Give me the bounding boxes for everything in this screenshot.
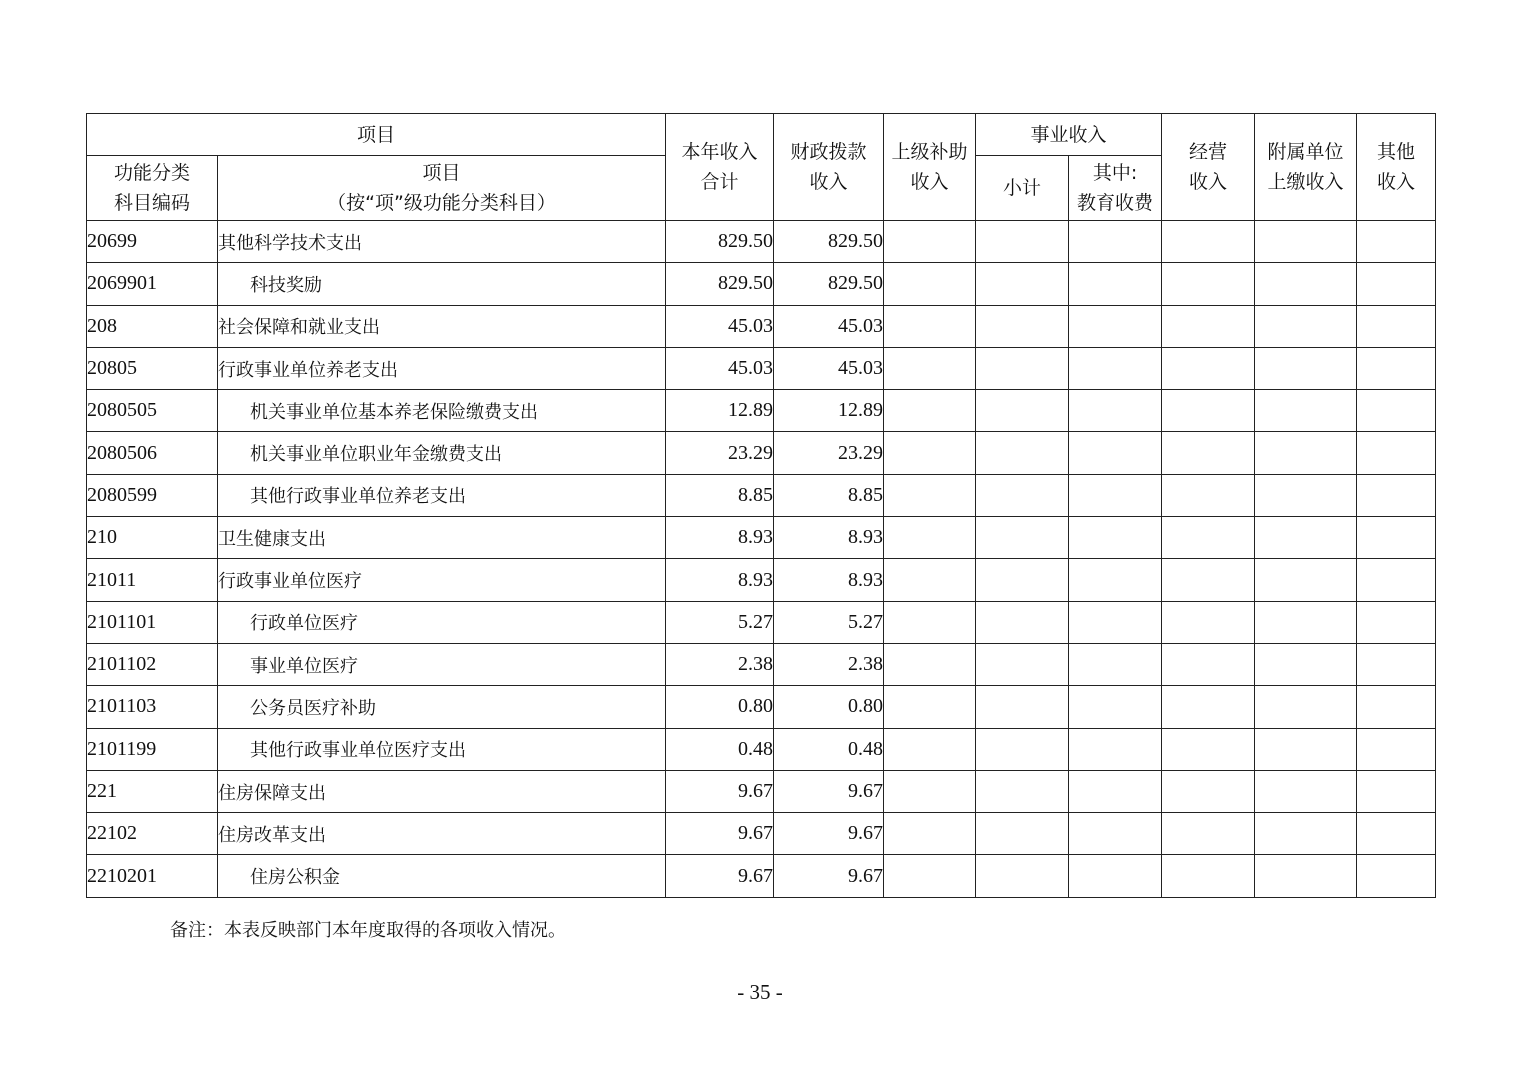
- row-affiliated-income: [1255, 643, 1357, 685]
- table-row: [87, 770, 1436, 812]
- row-total-income: 0.80: [666, 686, 774, 728]
- row-education-fees: [1069, 601, 1162, 643]
- row-business-subtotal: [976, 686, 1069, 728]
- row-code: 20805: [87, 347, 218, 389]
- row-code: 221: [87, 770, 218, 812]
- row-affiliated-income: [1255, 686, 1357, 728]
- row-item-name: 事业单位医疗: [218, 643, 666, 685]
- row-education-fees: [1069, 305, 1162, 347]
- row-subsidy-income: [884, 855, 976, 897]
- row-affiliated-income: [1255, 390, 1357, 432]
- table-row: [87, 263, 1436, 305]
- row-other-income: [1357, 474, 1436, 516]
- header-item-group: 项目: [87, 114, 666, 156]
- table-row: [87, 474, 1436, 516]
- row-other-income: [1357, 559, 1436, 601]
- row-education-fees: [1069, 263, 1162, 305]
- row-business-subtotal: [976, 559, 1069, 601]
- header-subsidy-income: [884, 114, 976, 221]
- row-business-subtotal: [976, 474, 1069, 516]
- row-code: 2080506: [87, 432, 218, 474]
- row-fiscal-income: 0.48: [774, 728, 884, 770]
- income-table: [86, 113, 1436, 898]
- row-fiscal-income: 2.38: [774, 643, 884, 685]
- row-operating-income: [1162, 686, 1255, 728]
- row-total-income: 8.93: [666, 517, 774, 559]
- table-row: [87, 643, 1436, 685]
- row-fiscal-income: 829.50: [774, 221, 884, 263]
- row-operating-income: [1162, 601, 1255, 643]
- row-other-income: [1357, 601, 1436, 643]
- row-subsidy-income: [884, 221, 976, 263]
- row-other-income: [1357, 390, 1436, 432]
- row-operating-income: [1162, 643, 1255, 685]
- row-fiscal-income: 8.93: [774, 559, 884, 601]
- header-name-line1: 项目: [422, 162, 461, 184]
- row-other-income: [1357, 813, 1436, 855]
- row-code: 210: [87, 517, 218, 559]
- row-total-income: 0.48: [666, 728, 774, 770]
- row-item-name: 住房改革支出: [218, 813, 666, 855]
- row-education-fees: [1069, 728, 1162, 770]
- header-edu-line2: 教育收费: [1077, 192, 1154, 214]
- header-education-fees: [1069, 156, 1162, 221]
- row-affiliated-income: [1255, 305, 1357, 347]
- row-subsidy-income: [884, 686, 976, 728]
- table-row: [87, 390, 1436, 432]
- row-business-subtotal: [976, 601, 1069, 643]
- row-education-fees: [1069, 221, 1162, 263]
- row-fiscal-income: 45.03: [774, 305, 884, 347]
- row-total-income: 45.03: [666, 347, 774, 389]
- header-total-income: [666, 114, 774, 221]
- row-total-income: 23.29: [666, 432, 774, 474]
- row-subsidy-income: [884, 559, 976, 601]
- header-affiliated-line2: 上缴收入: [1267, 171, 1344, 193]
- row-other-income: [1357, 770, 1436, 812]
- row-business-subtotal: [976, 813, 1069, 855]
- row-affiliated-income: [1255, 263, 1357, 305]
- table-row: [87, 432, 1436, 474]
- header-business-group: 事业收入: [976, 114, 1162, 156]
- row-fiscal-income: 9.67: [774, 770, 884, 812]
- header-other-income: [1357, 114, 1436, 221]
- row-operating-income: [1162, 221, 1255, 263]
- row-subsidy-income: [884, 728, 976, 770]
- row-code: 2101103: [87, 686, 218, 728]
- row-fiscal-income: 0.80: [774, 686, 884, 728]
- row-affiliated-income: [1255, 559, 1357, 601]
- row-affiliated-income: [1255, 601, 1357, 643]
- row-code: 2080599: [87, 474, 218, 516]
- row-operating-income: [1162, 305, 1255, 347]
- row-business-subtotal: [976, 728, 1069, 770]
- header-operating-line2: 收入: [1189, 171, 1228, 193]
- row-education-fees: [1069, 643, 1162, 685]
- row-item-name: 卫生健康支出: [218, 517, 666, 559]
- row-total-income: 5.27: [666, 601, 774, 643]
- row-business-subtotal: [976, 263, 1069, 305]
- table-row: [87, 347, 1436, 389]
- row-education-fees: [1069, 347, 1162, 389]
- row-business-subtotal: [976, 855, 1069, 897]
- row-total-income: 8.85: [666, 474, 774, 516]
- header-operating-income: [1162, 114, 1255, 221]
- row-subsidy-income: [884, 813, 976, 855]
- table-body: [87, 221, 1436, 898]
- row-other-income: [1357, 347, 1436, 389]
- header-code: [87, 156, 218, 221]
- row-other-income: [1357, 686, 1436, 728]
- row-subsidy-income: [884, 347, 976, 389]
- row-code: 2101199: [87, 728, 218, 770]
- page-number: - 35 -: [737, 980, 783, 1004]
- header-fiscal-line1: 财政拨款: [790, 141, 867, 163]
- row-subsidy-income: [884, 432, 976, 474]
- row-operating-income: [1162, 728, 1255, 770]
- row-other-income: [1357, 432, 1436, 474]
- row-code: 2080505: [87, 390, 218, 432]
- row-total-income: 45.03: [666, 305, 774, 347]
- row-affiliated-income: [1255, 517, 1357, 559]
- row-item-name: 行政单位医疗: [218, 601, 666, 643]
- row-subsidy-income: [884, 390, 976, 432]
- row-item-name: 其他行政事业单位医疗支出: [218, 728, 666, 770]
- row-affiliated-income: [1255, 770, 1357, 812]
- row-other-income: [1357, 263, 1436, 305]
- header-subsidy-line1: 上级补助: [891, 141, 968, 163]
- row-item-name: 行政事业单位医疗: [218, 559, 666, 601]
- row-subsidy-income: [884, 601, 976, 643]
- row-fiscal-income: 23.29: [774, 432, 884, 474]
- row-total-income: 829.50: [666, 221, 774, 263]
- row-education-fees: [1069, 390, 1162, 432]
- row-subsidy-income: [884, 770, 976, 812]
- row-subsidy-income: [884, 517, 976, 559]
- row-code: 2101102: [87, 643, 218, 685]
- row-subsidy-income: [884, 474, 976, 516]
- row-education-fees: [1069, 559, 1162, 601]
- header-subsidy-line2: 收入: [910, 171, 949, 193]
- row-affiliated-income: [1255, 728, 1357, 770]
- header-total-line2: 合计: [700, 171, 739, 193]
- row-item-name: 机关事业单位职业年金缴费支出: [218, 432, 666, 474]
- row-other-income: [1357, 728, 1436, 770]
- row-operating-income: [1162, 517, 1255, 559]
- row-business-subtotal: [976, 305, 1069, 347]
- row-affiliated-income: [1255, 474, 1357, 516]
- header-affiliated-line1: 附属单位: [1267, 141, 1344, 163]
- row-fiscal-income: 5.27: [774, 601, 884, 643]
- row-business-subtotal: [976, 390, 1069, 432]
- table-row: [87, 686, 1436, 728]
- row-code: 21011: [87, 559, 218, 601]
- row-total-income: 8.93: [666, 559, 774, 601]
- row-item-name: 社会保障和就业支出: [218, 305, 666, 347]
- row-education-fees: [1069, 770, 1162, 812]
- row-fiscal-income: 8.85: [774, 474, 884, 516]
- row-item-name: 其他科学技术支出: [218, 221, 666, 263]
- row-operating-income: [1162, 813, 1255, 855]
- row-code: 2210201: [87, 855, 218, 897]
- row-business-subtotal: [976, 770, 1069, 812]
- header-affiliated-income: [1255, 114, 1357, 221]
- row-education-fees: [1069, 474, 1162, 516]
- row-operating-income: [1162, 432, 1255, 474]
- row-total-income: 9.67: [666, 813, 774, 855]
- row-total-income: 9.67: [666, 770, 774, 812]
- row-operating-income: [1162, 770, 1255, 812]
- row-other-income: [1357, 643, 1436, 685]
- header-code-line1: 功能分类: [113, 162, 190, 184]
- row-affiliated-income: [1255, 855, 1357, 897]
- header-code-line2: 科目编码: [113, 192, 190, 214]
- row-fiscal-income: 829.50: [774, 263, 884, 305]
- header-fiscal-income: [774, 114, 884, 221]
- row-business-subtotal: [976, 221, 1069, 263]
- header-edu-line1: 其中:: [1092, 162, 1138, 184]
- row-operating-income: [1162, 474, 1255, 516]
- header-other-line2: 收入: [1377, 171, 1416, 193]
- row-other-income: [1357, 855, 1436, 897]
- row-affiliated-income: [1255, 347, 1357, 389]
- row-other-income: [1357, 305, 1436, 347]
- row-affiliated-income: [1255, 221, 1357, 263]
- row-code: 208: [87, 305, 218, 347]
- row-fiscal-income: 12.89: [774, 390, 884, 432]
- table-note: 备注：本表反映部门本年度取得的各项收入情况。: [170, 920, 566, 941]
- row-fiscal-income: 9.67: [774, 813, 884, 855]
- row-business-subtotal: [976, 517, 1069, 559]
- table-row: [87, 517, 1436, 559]
- row-business-subtotal: [976, 347, 1069, 389]
- row-subsidy-income: [884, 263, 976, 305]
- header-operating-line1: 经营: [1189, 141, 1228, 163]
- row-code: 2069901: [87, 263, 218, 305]
- row-item-name: 科技奖励: [218, 263, 666, 305]
- row-total-income: 12.89: [666, 390, 774, 432]
- row-operating-income: [1162, 347, 1255, 389]
- row-affiliated-income: [1255, 432, 1357, 474]
- row-operating-income: [1162, 390, 1255, 432]
- row-subsidy-income: [884, 305, 976, 347]
- row-operating-income: [1162, 263, 1255, 305]
- row-code: 20699: [87, 221, 218, 263]
- row-item-name: 住房公积金: [218, 855, 666, 897]
- row-item-name: 公务员医疗补助: [218, 686, 666, 728]
- row-affiliated-income: [1255, 813, 1357, 855]
- table-row: [87, 221, 1436, 263]
- row-operating-income: [1162, 559, 1255, 601]
- row-code: 2101101: [87, 601, 218, 643]
- row-fiscal-income: 45.03: [774, 347, 884, 389]
- table-row: [87, 855, 1436, 897]
- row-item-name: 住房保障支出: [218, 770, 666, 812]
- row-education-fees: [1069, 855, 1162, 897]
- row-item-name: 行政事业单位养老支出: [218, 347, 666, 389]
- table-row: [87, 559, 1436, 601]
- row-fiscal-income: 8.93: [774, 517, 884, 559]
- table-row: [87, 813, 1436, 855]
- table-row: [87, 601, 1436, 643]
- table-row: [87, 305, 1436, 347]
- row-other-income: [1357, 221, 1436, 263]
- row-subsidy-income: [884, 643, 976, 685]
- header-total-line1: 本年收入: [681, 141, 758, 163]
- row-education-fees: [1069, 517, 1162, 559]
- row-code: 22102: [87, 813, 218, 855]
- row-total-income: 2.38: [666, 643, 774, 685]
- row-total-income: 829.50: [666, 263, 774, 305]
- row-education-fees: [1069, 686, 1162, 728]
- row-education-fees: [1069, 813, 1162, 855]
- row-business-subtotal: [976, 432, 1069, 474]
- header-other-line1: 其他: [1377, 141, 1416, 163]
- header-name-line2: （按“项”级功能分类科目）: [327, 192, 556, 214]
- header-business-subtotal: 小计: [976, 156, 1069, 221]
- row-operating-income: [1162, 855, 1255, 897]
- table-row: [87, 728, 1436, 770]
- header-fiscal-line2: 收入: [809, 171, 848, 193]
- row-fiscal-income: 9.67: [774, 855, 884, 897]
- row-item-name: 机关事业单位基本养老保险缴费支出: [218, 390, 666, 432]
- row-business-subtotal: [976, 643, 1069, 685]
- row-item-name: 其他行政事业单位养老支出: [218, 474, 666, 516]
- header-name: [218, 156, 666, 221]
- row-education-fees: [1069, 432, 1162, 474]
- row-other-income: [1357, 517, 1436, 559]
- row-total-income: 9.67: [666, 855, 774, 897]
